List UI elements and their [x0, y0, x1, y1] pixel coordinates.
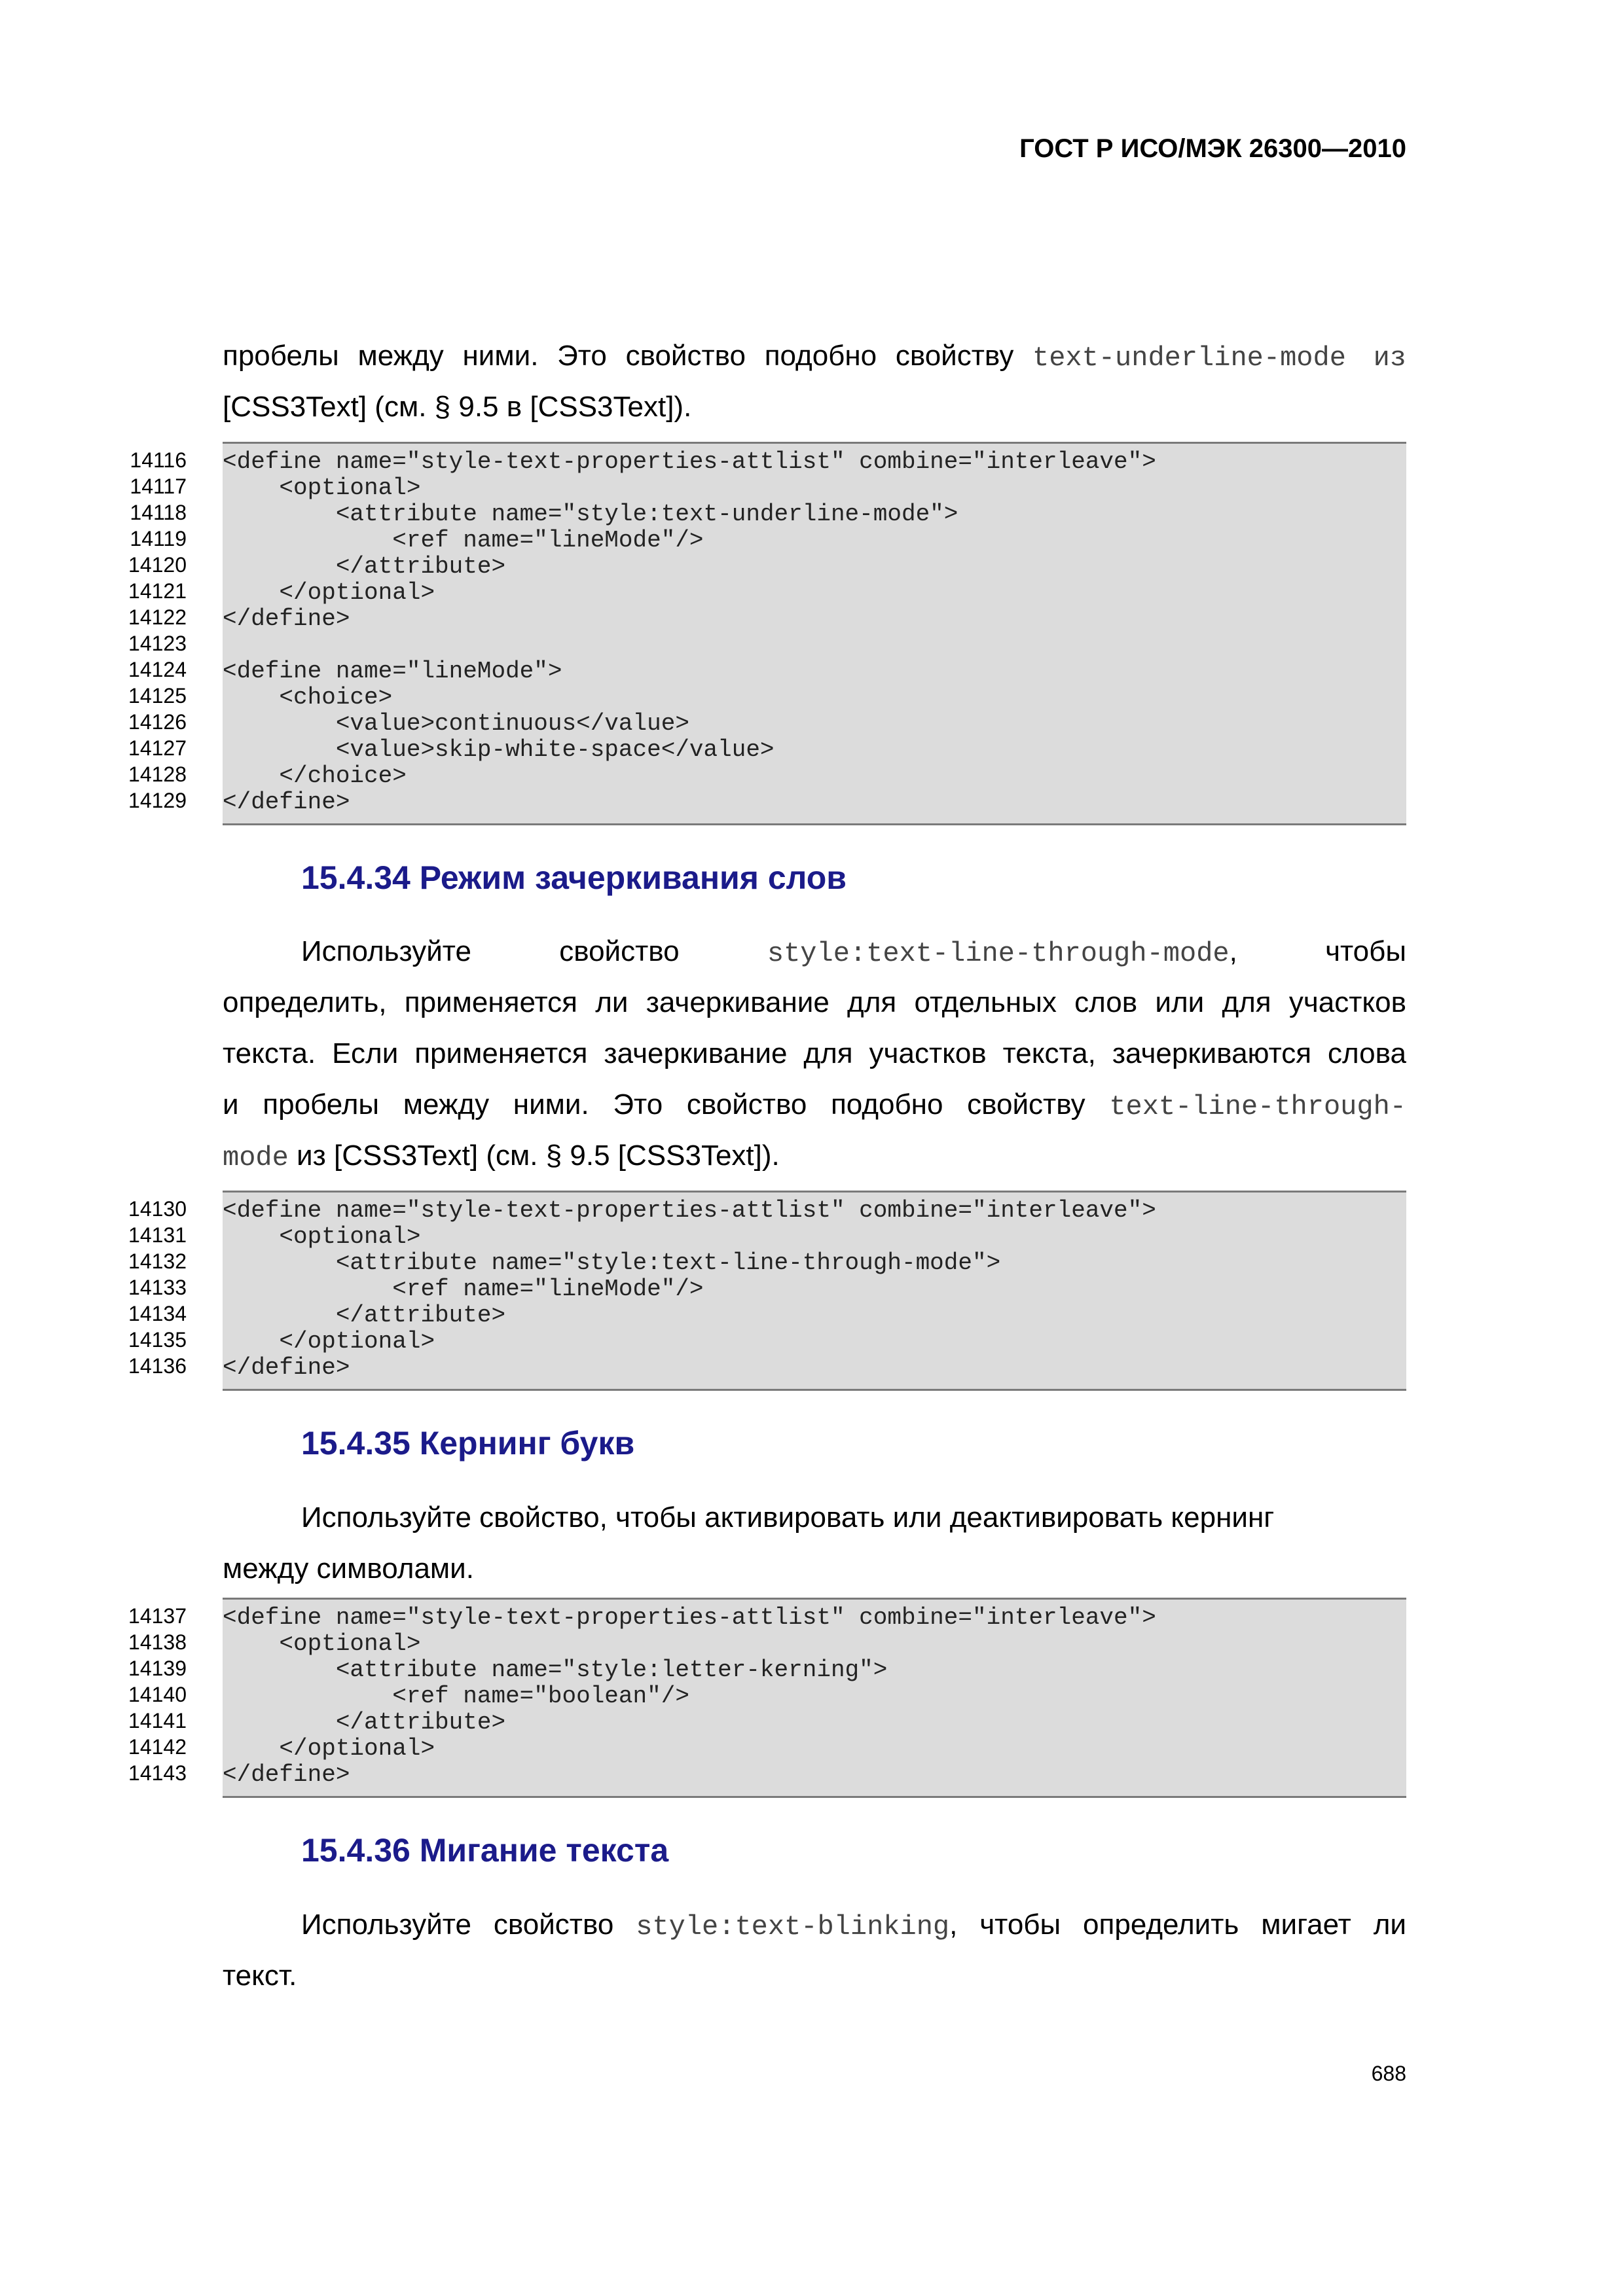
code-block-2-line-numbers — [121, 1196, 187, 1379]
s34-word-1: Используйте — [301, 935, 471, 967]
code-line: <attribute name="style:text-underline-mode"> — [223, 501, 958, 528]
code-line: </attribute> — [223, 1302, 506, 1329]
code-line: <value>skip-white-space</value> — [223, 736, 775, 763]
code-line: <ref name="boolean"/> — [223, 1683, 689, 1710]
code-block-1-line-numbers — [121, 447, 187, 814]
line-number: 14133 — [128, 1276, 187, 1299]
intro-code: text-underline-mode — [1032, 342, 1346, 374]
code-line: <ref name="lineMode"/> — [223, 1276, 704, 1302]
section-34-line-4 — [223, 1079, 1406, 1132]
line-number: 14137 — [128, 1604, 187, 1628]
s34-word-2: свойство — [559, 935, 680, 967]
line-number: 14124 — [128, 658, 187, 681]
line-number: 14120 — [128, 553, 187, 577]
section-heading-15-4-34: 15.4.34 Режим зачеркивания слов — [301, 859, 847, 896]
section-36-line-1 — [223, 1899, 1406, 1952]
s36-text: Используйте свойство — [301, 1909, 636, 1941]
code-line: <define name="style-text-properties-attlist" combine="interleave"> — [223, 1197, 1156, 1224]
section-34-line-2: определить, применяется ли зачеркивание для отдельных слов или для участков — [223, 986, 1406, 1018]
line-number: 14128 — [128, 762, 187, 786]
section-36-line-2: текст. — [223, 1960, 297, 1992]
line-number: 14143 — [128, 1761, 187, 1785]
code-line: <choice> — [223, 684, 393, 711]
line-number: 14121 — [128, 579, 187, 603]
line-number: 14117 — [130, 475, 187, 498]
line-number: 14140 — [128, 1683, 187, 1706]
line-number: 14138 — [128, 1630, 187, 1654]
s34-line5-code: mode — [223, 1142, 289, 1174]
line-number: 14130 — [128, 1197, 187, 1221]
code-line: </define> — [223, 789, 350, 816]
code-line: </optional> — [223, 1328, 435, 1355]
intro-text-2: из — [1345, 342, 1406, 374]
line-number: 14125 — [128, 684, 187, 708]
intro-line-2: [CSS3Text] (см. § 9.5 в [CSS3Text]). — [223, 391, 692, 423]
code-line: <ref name="lineMode"/> — [223, 527, 704, 554]
s36-text-2: , чтобы определить мигает ли — [949, 1909, 1406, 1941]
running-header: ГОСТ Р ИСО/МЭК 26300—2010 — [1019, 134, 1406, 163]
code-line: <optional> — [223, 475, 421, 501]
code-block-2 — [223, 1191, 1406, 1391]
code-line: </optional> — [223, 1735, 435, 1762]
section-35-line-1: Используйте свойство, чтобы активировать или деактивировать кернинг — [301, 1501, 1275, 1534]
code-line: </define> — [223, 605, 350, 632]
section-34-line-5 — [223, 1130, 1406, 1183]
code-line: </optional> — [223, 579, 435, 606]
line-number: 14142 — [128, 1735, 187, 1759]
code-line: <optional> — [223, 1223, 421, 1250]
code-line: <attribute name="style:text-line-through-mode"> — [223, 1249, 1001, 1276]
code-block-3 — [223, 1598, 1406, 1798]
code-line: <attribute name="style:letter-kerning"> — [223, 1657, 888, 1683]
code-line: </attribute> — [223, 553, 506, 580]
code-line: </attribute> — [223, 1709, 506, 1736]
section-34-line-3: текста. Если применяется зачеркивание для участков текста, зачеркиваются слова — [223, 1037, 1406, 1069]
code-line: <define name="style-text-properties-attlist" combine="interleave"> — [223, 448, 1156, 475]
intro-line-1 — [223, 331, 1406, 384]
section-heading-15-4-35: 15.4.35 Кернинг букв — [301, 1425, 635, 1462]
line-number: 14132 — [128, 1249, 187, 1273]
s34-line4-text: и пробелы между ними. Это свойство подобно свойству — [223, 1088, 1110, 1121]
code-line: </define> — [223, 1761, 350, 1788]
line-number: 14118 — [130, 501, 187, 524]
line-number: 14116 — [130, 448, 187, 472]
code-line: <value>continuous</value> — [223, 710, 689, 737]
code-block-1 — [223, 442, 1406, 825]
section-35-line-2: между символами. — [223, 1552, 474, 1585]
s34-line5-text: из [CSS3Text] (см. § 9.5 [CSS3Text]). — [288, 1139, 780, 1172]
s34-line4-code: text-line-through- — [1109, 1091, 1406, 1122]
section-34-line-1 — [223, 926, 1406, 979]
line-number: 14129 — [128, 789, 187, 812]
code-line: <optional> — [223, 1630, 421, 1657]
line-number: 14122 — [128, 605, 187, 629]
section-heading-15-4-36: 15.4.36 Мигание текста — [301, 1832, 669, 1869]
code-line: </choice> — [223, 762, 407, 789]
s34-comma: , — [1229, 935, 1237, 967]
code-line — [223, 632, 1406, 658]
line-number: 14119 — [130, 527, 187, 550]
code-line: </define> — [223, 1354, 350, 1381]
page-number: 688 — [1371, 2062, 1406, 2085]
line-number: 14136 — [128, 1354, 187, 1378]
line-number: 14141 — [128, 1709, 187, 1732]
code-block-3-line-numbers — [121, 1603, 187, 1786]
line-number: 14126 — [128, 710, 187, 734]
line-number: 14131 — [128, 1223, 187, 1247]
code-line: <define name="lineMode"> — [223, 658, 562, 685]
line-number: 14139 — [128, 1657, 187, 1680]
line-number: 14135 — [128, 1328, 187, 1352]
line-number: 14123 — [128, 632, 187, 655]
s34-word-4: чтобы — [1325, 935, 1406, 967]
s36-code: style:text-blinking — [636, 1911, 950, 1943]
s34-code: style:text-line-through-mode — [767, 938, 1230, 969]
line-number: 14127 — [128, 736, 187, 760]
intro-text: пробелы между ними. Это свойство подобно свойству — [223, 340, 1033, 372]
line-number: 14134 — [128, 1302, 187, 1325]
code-line: <define name="style-text-properties-attlist" combine="interleave"> — [223, 1604, 1156, 1631]
